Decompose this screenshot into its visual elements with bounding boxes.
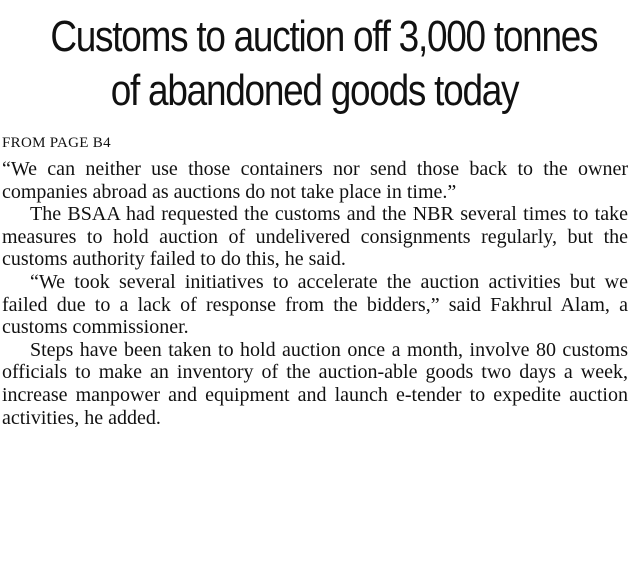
headline-line-2: of abandoned goods today	[110, 66, 519, 115]
body-paragraph-2: The BSAA had requested the customs and the NBR several times to take measures to hold auction of undelivered consignments regularly, but the customs authority failed to do this, he said.	[2, 203, 628, 271]
headline	[50, 10, 598, 118]
body-paragraph-4: Steps have been taken to hold auction once a month, involve 80 customs officials to make an inventory of the auction-able goods two days a week, increase manpower and equipment and launch e-tender to expedite auction activities, he added.	[2, 338, 628, 429]
body-paragraph-3: “We took several initiatives to accelerate the auction activities but we failed due to a lack of response from the bidders,” said Fakhrul Alam, a customs commissioner.	[2, 270, 628, 339]
headline-line-1: Customs to auction off 3,000 tonnes	[50, 12, 598, 61]
continuation-kicker: FROM PAGE B4	[2, 135, 111, 151]
article-body	[2, 158, 628, 429]
body-paragraph-1: “We can neither use those containers nor send those back to the owner companies abroad as auctions do not take place in time.”	[2, 158, 628, 203]
